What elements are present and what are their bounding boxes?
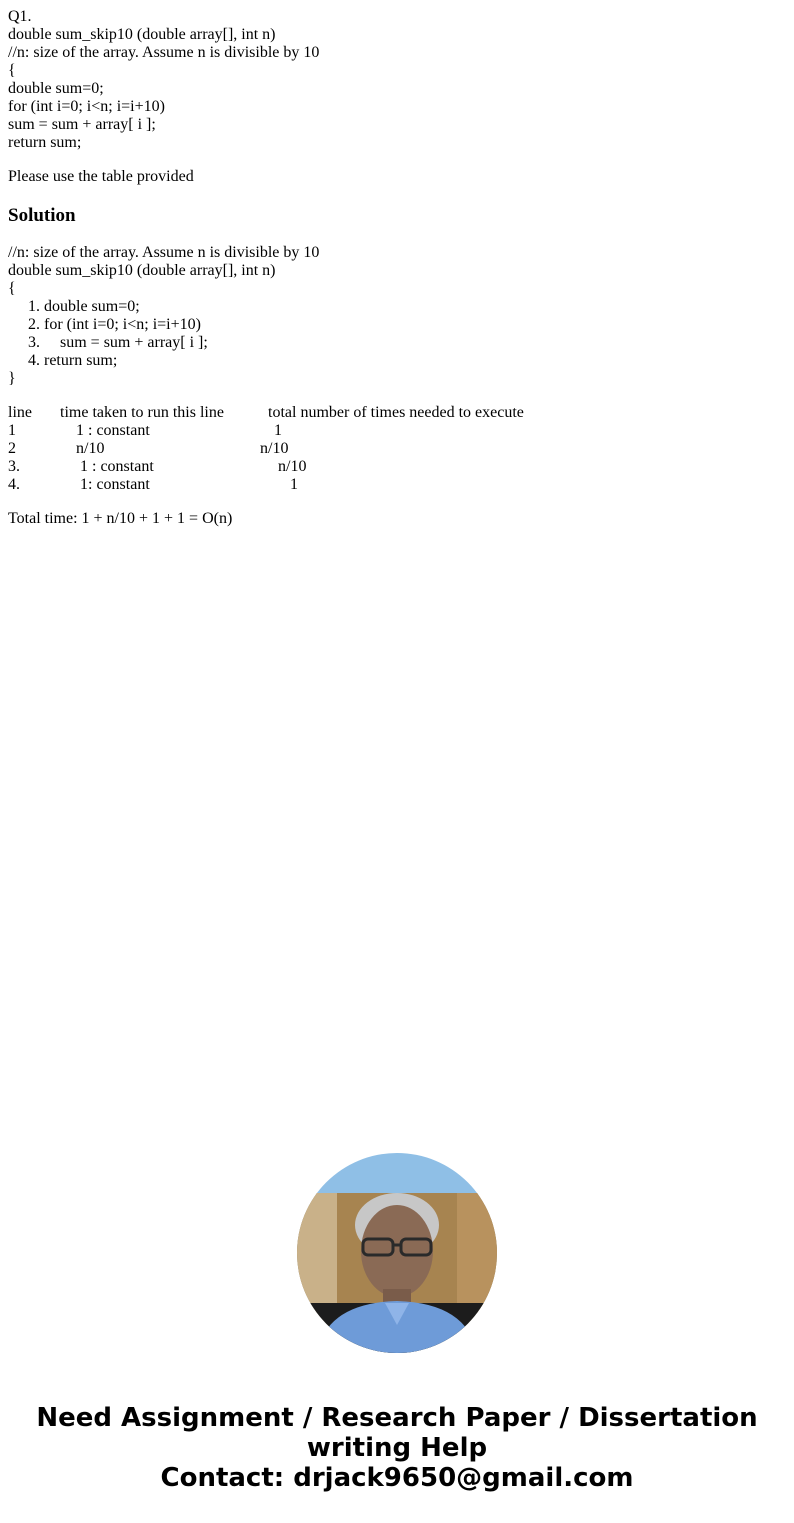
table-row xyxy=(8,440,786,458)
promo-banner xyxy=(0,1403,794,1493)
table-row xyxy=(8,422,786,440)
solution-code-line: //n: size of the array. Assume n is divisible by 10 xyxy=(8,244,320,261)
complexity-table xyxy=(8,404,786,494)
question-code-line: { xyxy=(8,62,16,79)
table-header-cell: total number of times needed to execute xyxy=(268,404,524,421)
banner-contact: Contact: drjack9650@gmail.com xyxy=(160,1463,634,1493)
solution-heading: Solution xyxy=(8,205,76,226)
list-item: 3. sum = sum + array[ i ]; xyxy=(28,334,208,351)
question-instruction: Please use the table provided xyxy=(8,168,194,185)
question-label: Q1. xyxy=(8,8,32,25)
table-cell: 1: constant xyxy=(80,476,150,493)
question-code-line: sum = sum + array[ i ]; xyxy=(8,116,156,133)
table-row xyxy=(8,458,786,476)
portrait-image xyxy=(297,1153,497,1353)
question-code-line: double sum_skip10 (double array[], int n) xyxy=(8,26,276,43)
table-cell: 1 : constant xyxy=(76,422,150,439)
table-cell: n/10 xyxy=(278,458,307,475)
list-item: 4. return sum; xyxy=(28,352,118,369)
list-item: 1. double sum=0; xyxy=(28,298,140,315)
solution-code-block xyxy=(8,244,786,388)
solution-code-line: double sum_skip10 (double array[], int n) xyxy=(8,262,276,279)
table-cell: 3. xyxy=(8,458,20,475)
table-cell: 1 : constant xyxy=(80,458,154,475)
question-code-line: double sum=0; xyxy=(8,80,104,97)
question-code-line: for (int i=0; i<n; i=i+10) xyxy=(8,98,165,115)
question-block xyxy=(8,8,786,152)
table-cell: n/10 xyxy=(76,440,105,457)
question-code-line: return sum; xyxy=(8,134,82,151)
question-code-line: //n: size of the array. Assume n is divisible by 10 xyxy=(8,44,320,61)
document-content xyxy=(8,8,786,528)
table-header-cell: line xyxy=(8,404,32,421)
solution-code-line: { xyxy=(8,280,16,297)
total-time: Total time: 1 + n/10 + 1 + 1 = O(n) xyxy=(8,510,233,527)
banner-line: writing Help xyxy=(306,1433,488,1463)
table-cell: 4. xyxy=(8,476,20,493)
table-header-cell: time taken to run this line xyxy=(60,404,224,421)
list-item: 2. for (int i=0; i<n; i=i+10) xyxy=(28,316,201,333)
table-cell: 1 xyxy=(274,422,282,439)
table-row xyxy=(8,476,786,494)
solution-steps-list xyxy=(8,298,786,370)
table-cell: 1 xyxy=(290,476,298,493)
table-header-row xyxy=(8,404,786,422)
avatar xyxy=(297,1153,497,1353)
banner-line: Need Assignment / Research Paper / Dissertation xyxy=(36,1403,758,1433)
solution-code-line: } xyxy=(8,370,16,387)
table-cell: n/10 xyxy=(260,440,289,457)
table-cell: 2 xyxy=(8,440,16,457)
table-cell: 1 xyxy=(8,422,16,439)
